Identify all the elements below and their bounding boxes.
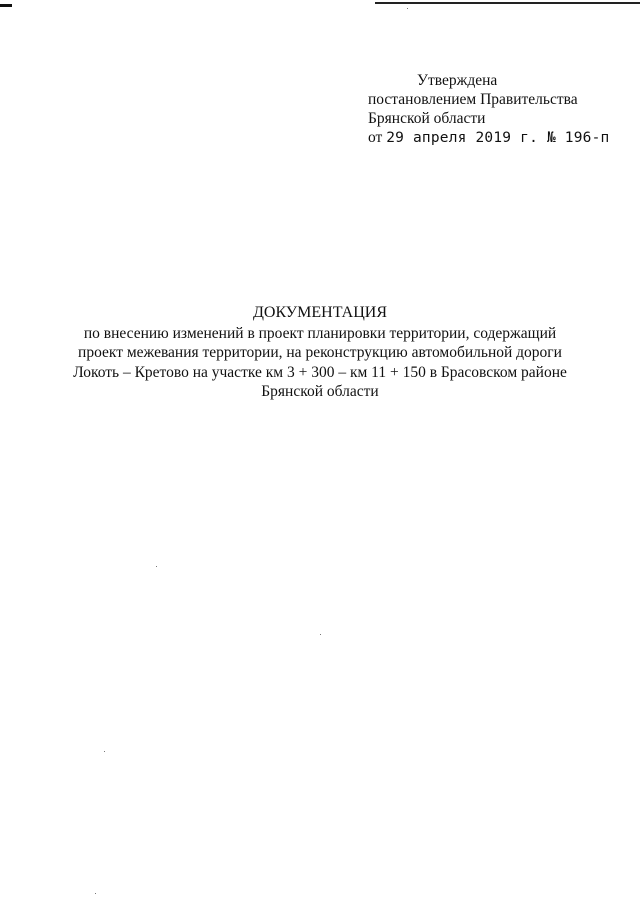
- heading-line-4: Брянской области: [261, 383, 379, 400]
- document-heading: [60, 303, 580, 402]
- scan-speck: [104, 751, 105, 752]
- scan-speck: [95, 893, 96, 894]
- scan-speck: [407, 8, 408, 9]
- approval-date-value: 29 апреля 2019 г. № 196-п: [386, 130, 610, 146]
- approval-date-line: [368, 128, 633, 148]
- scan-artifact-line: [375, 2, 640, 4]
- scan-speck: [156, 566, 157, 567]
- approval-line-2: Брянской области: [368, 110, 486, 127]
- heading-line-2: проект межевания территории, на реконструкцию автомобильной дороги: [78, 344, 562, 361]
- heading-line-3: Локоть – Кретово на участке км 3 + 300 – км 11 + 150 в Брасовском районе: [73, 363, 567, 381]
- scan-artifact-mark: [0, 4, 12, 7]
- approval-line-1: постановлением Правительства: [368, 91, 578, 108]
- approval-block: [368, 71, 633, 148]
- approval-title: Утверждена: [417, 72, 498, 89]
- document-title: ДОКУМЕНТАЦИЯ: [252, 304, 387, 321]
- approval-date-prefix: от: [368, 129, 383, 146]
- heading-line-1: по внесению изменений в проект планировки территории, содержащий: [83, 324, 557, 342]
- scan-speck: [320, 634, 321, 635]
